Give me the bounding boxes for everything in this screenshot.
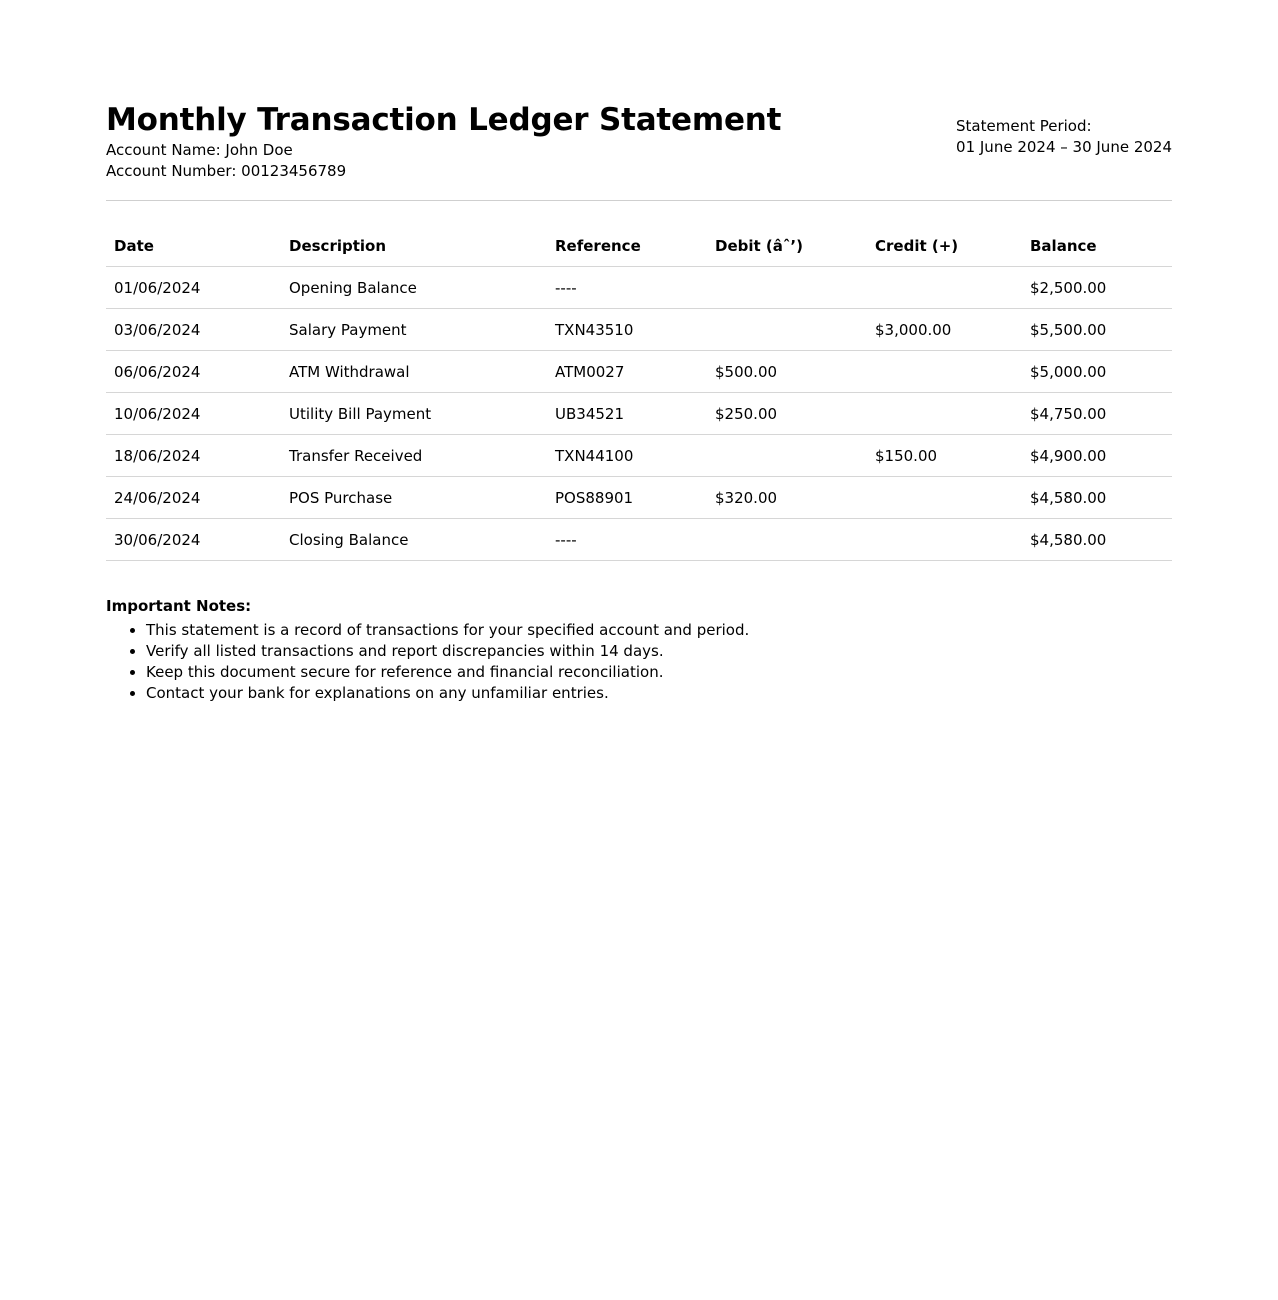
cell-date: 03/06/2024 xyxy=(106,309,281,351)
cell-date: 24/06/2024 xyxy=(106,477,281,519)
column-header-debit: Debit (âˆ’) xyxy=(707,226,867,267)
cell-description: Transfer Received xyxy=(281,435,547,477)
cell-description: Opening Balance xyxy=(281,267,547,309)
list-item: • Verify all listed transactions and report discrepancies within 14 days. xyxy=(146,641,1172,662)
column-header-date: Date xyxy=(106,226,281,267)
statement-period xyxy=(956,116,1172,158)
cell-reference: TXN43510 xyxy=(547,309,707,351)
cell-debit xyxy=(707,435,867,477)
list-item: • Contact your bank for explanations on any unfamiliar entries. xyxy=(146,683,1172,704)
cell-description: Utility Bill Payment xyxy=(281,393,547,435)
cell-date: 10/06/2024 xyxy=(106,393,281,435)
cell-credit: $150.00 xyxy=(867,435,1022,477)
table-row xyxy=(106,519,1172,561)
cell-credit xyxy=(867,519,1022,561)
statement-page xyxy=(106,0,1172,704)
cell-reference: POS88901 xyxy=(547,477,707,519)
cell-debit: $250.00 xyxy=(707,393,867,435)
cell-balance: $5,500.00 xyxy=(1022,309,1172,351)
table-row xyxy=(106,267,1172,309)
account-name: Account Name: John Doe xyxy=(106,141,293,159)
cell-date: 06/06/2024 xyxy=(106,351,281,393)
cell-balance: $4,900.00 xyxy=(1022,435,1172,477)
table-row xyxy=(106,309,1172,351)
table-header-row xyxy=(106,226,1172,267)
cell-credit xyxy=(867,477,1022,519)
table-row xyxy=(106,393,1172,435)
column-header-balance: Balance xyxy=(1022,226,1172,267)
table-row xyxy=(106,477,1172,519)
cell-credit: $3,000.00 xyxy=(867,309,1022,351)
cell-description: Salary Payment xyxy=(281,309,547,351)
list-item: • This statement is a record of transactions for your specified account and period. xyxy=(146,620,1172,641)
cell-date: 01/06/2024 xyxy=(106,267,281,309)
cell-balance: $2,500.00 xyxy=(1022,267,1172,309)
cell-debit: $500.00 xyxy=(707,351,867,393)
transaction-table xyxy=(106,226,1172,561)
column-header-description: Description xyxy=(281,226,547,267)
important-notes xyxy=(106,596,1172,704)
statement-header xyxy=(106,100,1172,201)
cell-credit xyxy=(867,393,1022,435)
cell-reference: ---- xyxy=(547,519,707,561)
cell-balance: $4,580.00 xyxy=(1022,519,1172,561)
cell-reference: UB34521 xyxy=(547,393,707,435)
column-header-reference: Reference xyxy=(547,226,707,267)
notes-title: Important Notes: xyxy=(106,597,252,615)
cell-date: 30/06/2024 xyxy=(106,519,281,561)
statement-period-label: Statement Period: xyxy=(956,117,1092,135)
cell-reference: TXN44100 xyxy=(547,435,707,477)
cell-debit xyxy=(707,519,867,561)
cell-debit: $320.00 xyxy=(707,477,867,519)
cell-description: Closing Balance xyxy=(281,519,547,561)
cell-credit xyxy=(867,267,1022,309)
column-header-credit: Credit (+) xyxy=(867,226,1022,267)
cell-reference: ATM0027 xyxy=(547,351,707,393)
cell-description: ATM Withdrawal xyxy=(281,351,547,393)
statement-period-value: 01 June 2024 – 30 June 2024 xyxy=(956,138,1172,156)
account-number: Account Number: 00123456789 xyxy=(106,162,347,180)
cell-balance: $4,750.00 xyxy=(1022,393,1172,435)
cell-debit xyxy=(707,309,867,351)
table-row xyxy=(106,351,1172,393)
list-item: • Keep this document secure for reference and financial reconciliation. xyxy=(146,662,1172,683)
page-title: Monthly Transaction Ledger Statement xyxy=(106,102,782,138)
notes-list xyxy=(106,620,1172,704)
cell-credit xyxy=(867,351,1022,393)
table-row xyxy=(106,435,1172,477)
cell-date: 18/06/2024 xyxy=(106,435,281,477)
cell-description: POS Purchase xyxy=(281,477,547,519)
cell-debit xyxy=(707,267,867,309)
cell-balance: $5,000.00 xyxy=(1022,351,1172,393)
cell-reference: ---- xyxy=(547,267,707,309)
cell-balance: $4,580.00 xyxy=(1022,477,1172,519)
